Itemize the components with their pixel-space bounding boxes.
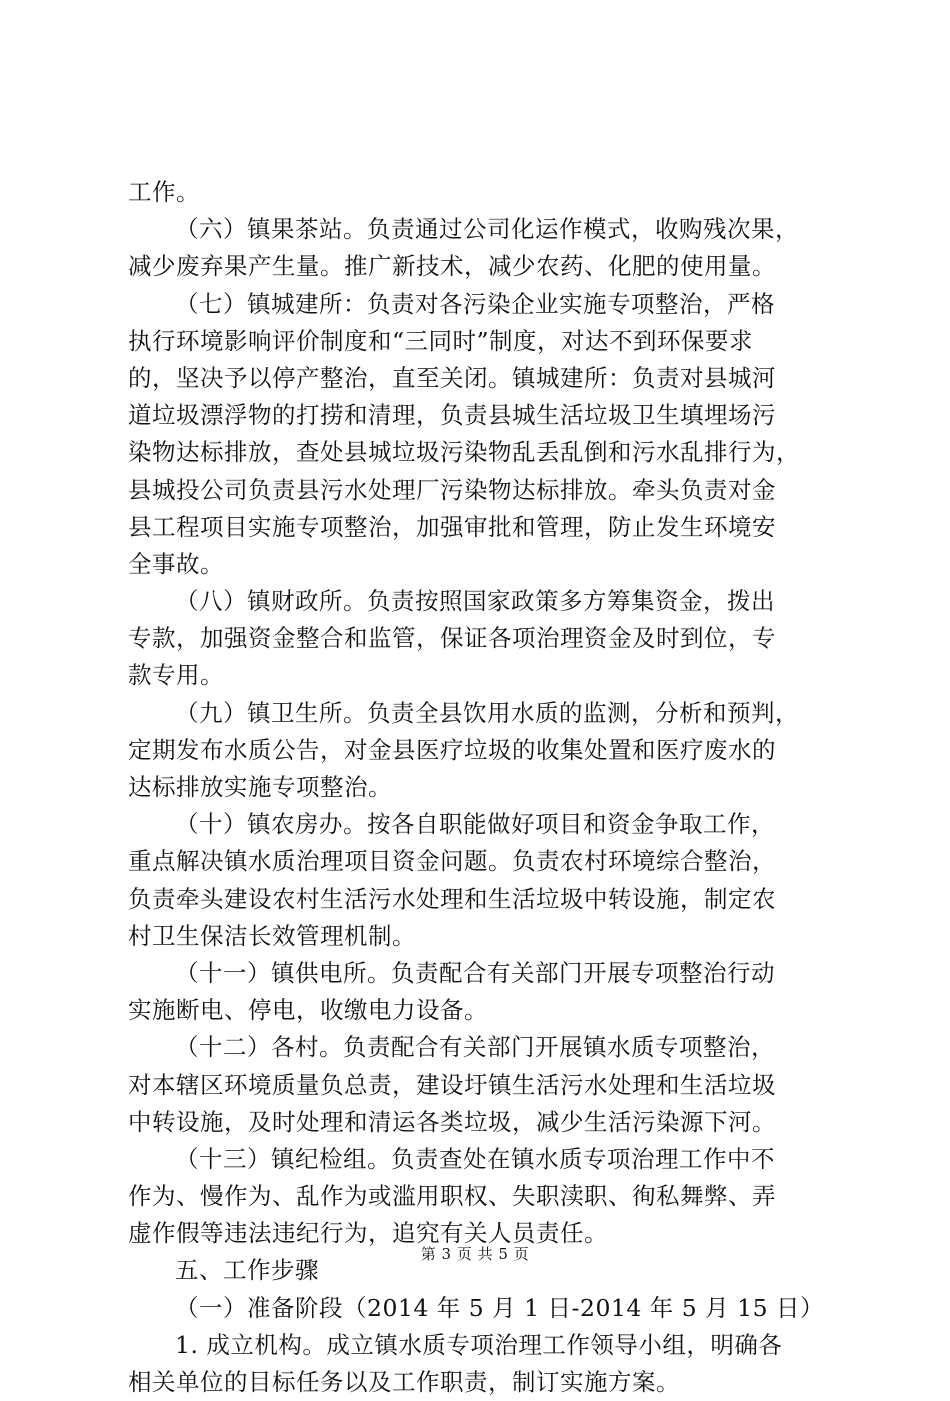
text-line: 对本辖区环境质量负总责，建设圩镇生活污水处理和生活垃圾 (128, 1070, 776, 1099)
text-line: 实施断电、停电，收缴电力设备。 (128, 996, 488, 1025)
text-line: 县城投公司负责县污水处理厂污染物达标排放。牵头负责对金 (128, 475, 776, 504)
text-line: 作为、慢作为、乱作为或滥用职权、失职渎职、徇私舞弊、弄 (128, 1182, 776, 1211)
text-line: 的，坚决予以停产整治，直至关闭。镇城建所：负责对县城河 (128, 363, 776, 392)
document-body (128, 174, 828, 1401)
text-line: （十三）镇纪检组。负责查处在镇水质专项治理工作中不 (175, 1144, 775, 1173)
text-line: 1. 成立机构。成立镇水质专项治理工作领导小组，明确各 (175, 1330, 783, 1359)
text-line: 负责牵头建设农村生活污水处理和生活垃圾中转设施，制定农 (128, 884, 776, 913)
text-line: （十）镇农房办。按各自职能做好项目和资金争取工作， (175, 810, 775, 839)
text-line: （六）镇果茶站。负责通过公司化运作模式，收购残次果， (175, 215, 799, 244)
text-line: 重点解决镇水质治理项目资金问题。负责农村环境综合整治， (128, 847, 776, 876)
text-line: 染物达标排放，查处县城垃圾污染物乱丢乱倒和污水乱排行为， (128, 438, 800, 467)
text-line: （七）镇城建所：负责对各污染企业实施专项整治，严格 (175, 289, 775, 318)
page-footer: 第 3 页 共 5 页 (420, 1245, 530, 1263)
text-line: 县工程项目实施专项整治，加强审批和管理，防止发生环境安 (128, 512, 776, 541)
text-line: 相关单位的目标任务以及工作职责，制订实施方案。 (128, 1368, 680, 1396)
text-line: 全事故。 (128, 549, 224, 578)
text-line: （一）准备阶段（2014 年 5 月 1 日-2014 年 5 月 15 日） (175, 1293, 825, 1322)
text-line: 中转设施，及时处理和清运各类垃圾，减少生活污染源下河。 (128, 1107, 776, 1136)
text-line: （十二）各村。负责配合有关部门开展镇水质专项整治， (175, 1033, 775, 1062)
text-line: 专款，加强资金整合和监管，保证各项治理资金及时到位，专 (128, 624, 776, 653)
text-line: （八）镇财政所。负责按照国家政策多方筹集资金，拨出 (175, 587, 775, 616)
text-line: 村卫生保洁长效管理机制。 (128, 921, 416, 950)
text-line: 达标排放实施专项整治。 (128, 773, 392, 801)
text-line: （十一）镇供电所。负责配合有关部门开展专项整治行动 (175, 958, 775, 987)
text-line: 减少废弃果产生量。推广新技术，减少农药、化肥的使用量。 (128, 252, 776, 281)
text-line: （九）镇卫生所。负责全县饮用水质的监测，分析和预判， (175, 698, 799, 727)
text-line: 道垃圾漂浮物的打捞和清理，负责县城生活垃圾卫生填埋场污 (128, 401, 776, 430)
text-line: 款专用。 (128, 661, 224, 690)
text-line: 五、工作步骤 (175, 1256, 319, 1285)
text-line: 工作。 (128, 178, 200, 206)
text-line: 执行环境影响评价制度和“三同时”制度，对达不到环保要求 (128, 326, 754, 355)
text-line: 定期发布水质公告，对金县医疗垃圾的收集处置和医疗废水的 (128, 735, 776, 764)
text-line: 虚作假等违法违纪行为，追究有关人员责任。 (128, 1219, 608, 1248)
